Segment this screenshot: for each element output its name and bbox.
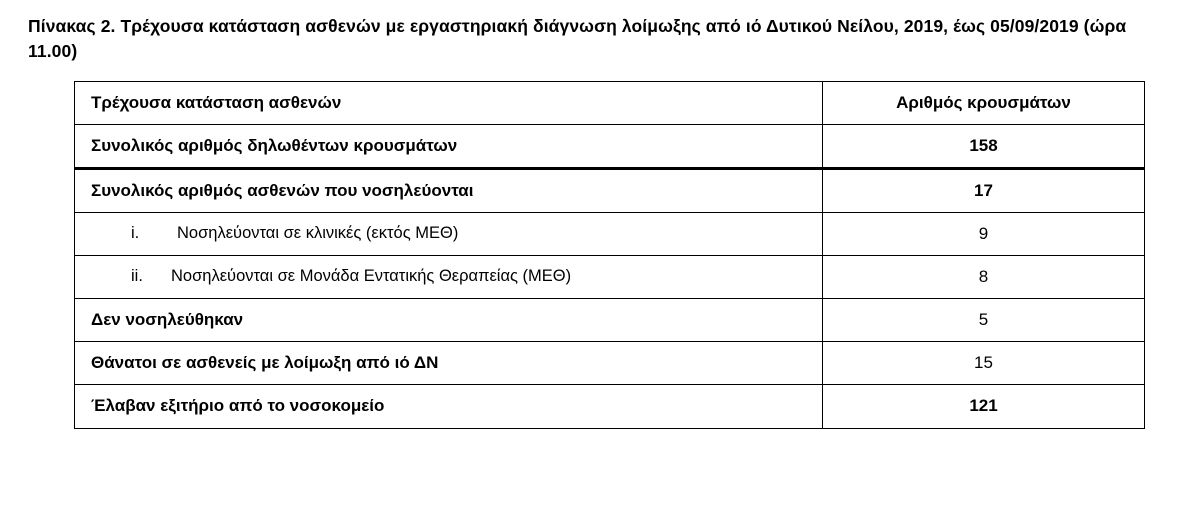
header-label-text: Τρέχουσα κατάσταση ασθενών: [91, 92, 342, 112]
row-value-text: 5: [978, 310, 989, 330]
table-container: [74, 81, 1144, 429]
row-label-text: Νοσηλεύονται σε Μονάδα Εντατικής Θεραπείας (ΜΕΘ): [171, 267, 572, 286]
table-row: [75, 256, 1145, 299]
row-value-text: 158: [969, 135, 998, 155]
row-label-cell: [75, 124, 823, 168]
row-value-cell: [823, 124, 1145, 168]
row-label-wrapper: [75, 256, 822, 297]
row-value-text: 15: [974, 353, 993, 373]
row-value-cell: [823, 213, 1145, 256]
row-value-cell: [823, 168, 1145, 212]
header-value-text: Αριθμός κρουσμάτων: [896, 92, 1071, 112]
list-marker: i.: [131, 224, 140, 243]
sub-row: [91, 266, 808, 287]
table-row: [75, 124, 1145, 168]
row-label-wrapper: [75, 213, 822, 254]
list-marker: ii.: [131, 267, 143, 286]
row-value-cell: [823, 299, 1145, 342]
row-label-cell: [75, 213, 823, 256]
row-label-text: Συνολικός αριθμός ασθενών που νοσηλεύονται: [91, 180, 474, 200]
row-value-cell: [823, 342, 1145, 385]
table-row: [75, 213, 1145, 256]
table-row: [75, 299, 1145, 342]
row-value-cell: [823, 256, 1145, 299]
row-value-text: 8: [978, 267, 989, 287]
table-header-row: [75, 81, 1145, 124]
row-label-text: Νοσηλεύονται σε κλινικές (εκτός ΜΕΘ): [177, 224, 459, 243]
sub-row: [91, 223, 808, 244]
row-value-text: 121: [969, 396, 998, 416]
row-label-cell: [75, 342, 823, 385]
row-value-text: 9: [978, 224, 989, 244]
row-value-cell: [823, 385, 1145, 428]
table-row: [75, 168, 1145, 212]
row-value-text: 17: [974, 180, 993, 200]
header-cell-label: [75, 81, 823, 124]
row-label-cell: [75, 385, 823, 428]
row-label-cell: [75, 256, 823, 299]
row-label-cell: [75, 299, 823, 342]
table-caption: Πίνακας 2. Τρέχουσα κατάσταση ασθενών με εργαστηριακή διάγνωση λοίμωξης από ιό Δυτικού Νείλου, 2019, έως 05/09/2019 (ώρα 11.00): [28, 16, 1127, 62]
row-label-text: Συνολικός αριθμός δηλωθέντων κρουσμάτων: [91, 135, 458, 155]
row-label-text: Έλαβαν εξιτήριο από το νοσοκομείο: [91, 396, 385, 416]
patient-status-table: [74, 81, 1145, 429]
row-label-text: Δεν νοσηλεύθηκαν: [91, 310, 244, 330]
table-row: [75, 385, 1145, 428]
table-row: [75, 342, 1145, 385]
row-label-cell: [75, 168, 823, 212]
row-label-text: Θάνατοι σε ασθενείς με λοίμωξη από ιό ΔΝ: [91, 353, 439, 373]
header-cell-value: [823, 81, 1145, 124]
